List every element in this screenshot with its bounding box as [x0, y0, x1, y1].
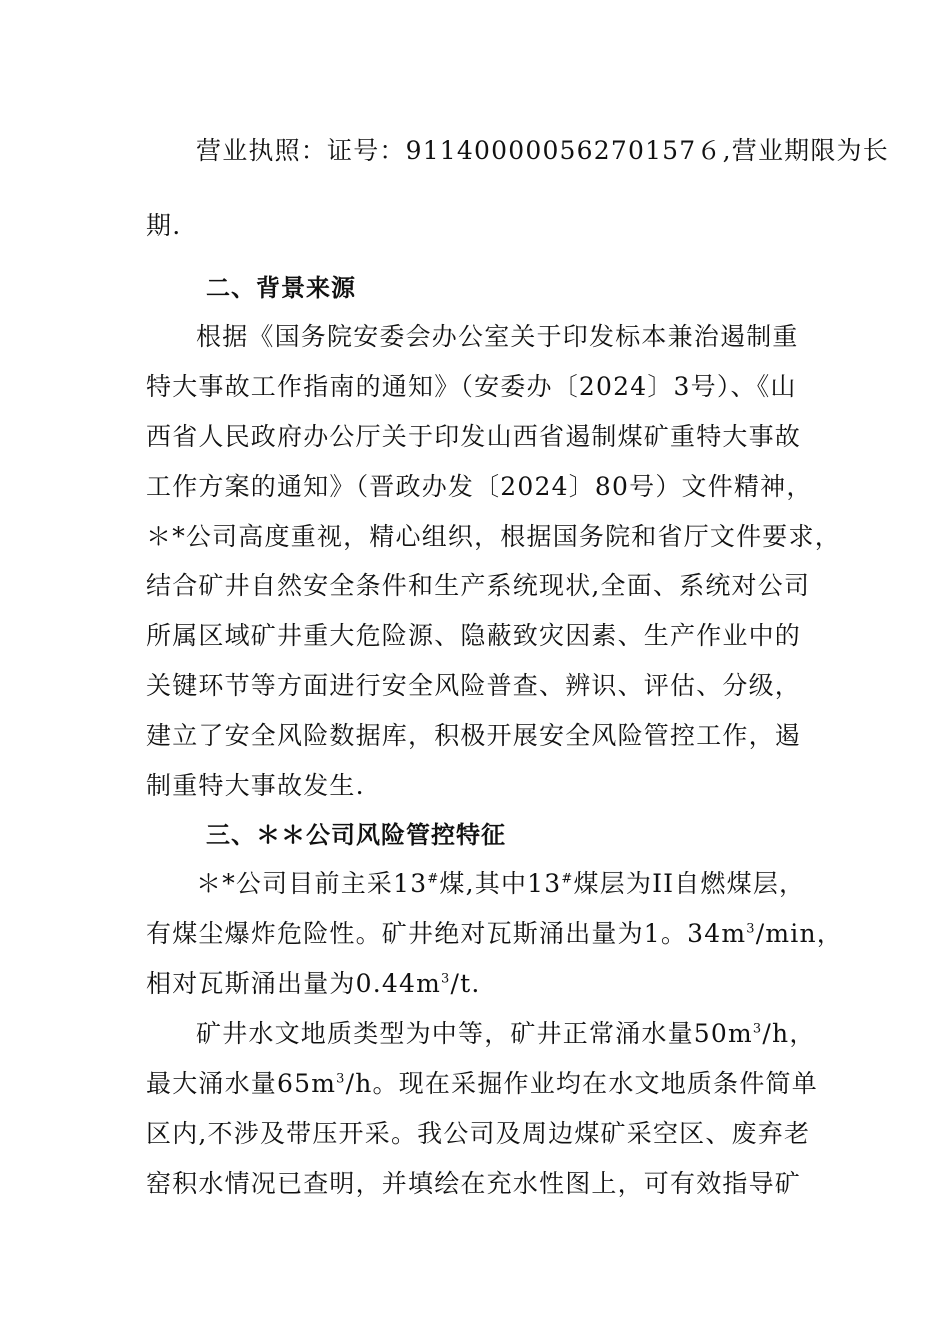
text-run: 有煤尘爆炸危险性。矿井绝对瓦斯涌出量为1。34m [146, 919, 747, 948]
superscript: # [427, 871, 440, 887]
section-2-line-1: 根据《国务院安委会办公室关于印发标本兼治遏制重 [196, 322, 799, 351]
section-3-p2-line-3: 区内,不涉及带压开采。我公司及周边煤矿采空区、废弃老 [146, 1119, 811, 1148]
superscript: 3 [752, 1021, 763, 1037]
text-run: /h。现在采掘作业均在水文地质条件简单 [345, 1069, 818, 1098]
section-2-heading: 二、背景来源 [206, 274, 356, 302]
text-run: /min， [755, 919, 843, 948]
section-2-line-6: 结合矿井自然安全条件和生产系统现状,全面、系统对公司 [146, 571, 811, 600]
section-2-line-10: 制重特大事故发生. [146, 771, 365, 800]
section-2-line-2: 特大事故工作指南的通知》（安委办〔2024〕3号）、《山 [146, 372, 797, 401]
section-2-line-8: 关键环节等方面进行安全风险普查、辨识、评估、分级， [146, 671, 802, 700]
superscript: 3 [440, 971, 451, 987]
license-line-1: 营业执照：证号：91140000056270157６,营业期限为长 [196, 136, 889, 165]
text-run: ＊*公司目前主采13 [196, 869, 428, 898]
superscript: # [561, 871, 574, 887]
text-run: /t. [450, 969, 481, 998]
section-3-p2-line-1 [196, 1017, 876, 1051]
section-2-line-7: 所属区域矿井重大危险源、隐蔽致灾因素、生产作业中的 [146, 621, 802, 650]
text-run: 煤,其中13 [439, 869, 562, 898]
section-3-heading: 三、＊＊公司风险管控特征 [206, 821, 506, 849]
superscript: 3 [746, 921, 756, 937]
section-3-p2-line-4: 窑积水情况已查明，并填绘在充水性图上，可有效指导矿 [146, 1169, 802, 1198]
license-line-2: 期. [146, 211, 182, 240]
text-run: 煤层为II自燃煤层， [573, 869, 806, 898]
section-2-line-3: 西省人民政府办公厅关于印发山西省遏制煤矿重特大事故 [146, 422, 802, 451]
text-run: 相对瓦斯涌出量为0.44m [146, 969, 441, 998]
section-3-p1-line-2 [146, 917, 843, 951]
section-2-line-9: 建立了安全风险数据库，积极开展安全风险管控工作，遏 [146, 721, 802, 750]
text-run: 最大涌水量65m [146, 1069, 337, 1098]
section-3-p2-line-2 [146, 1067, 826, 1101]
text-run: /h， [762, 1019, 816, 1048]
section-2-line-4: 工作方案的通知》（晋政办发〔2024〕80号）文件精神， [146, 472, 813, 501]
section-2-line-5: ＊*公司高度重视，精心组织，根据国务院和省厅文件要求， [146, 522, 841, 551]
section-3-p1-line-1 [196, 867, 876, 901]
text-run: 矿井水文地质类型为中等，矿井正常涌水量50m [196, 1019, 753, 1048]
superscript: 3 [336, 1071, 346, 1087]
section-3-p1-line-3 [146, 967, 826, 1001]
